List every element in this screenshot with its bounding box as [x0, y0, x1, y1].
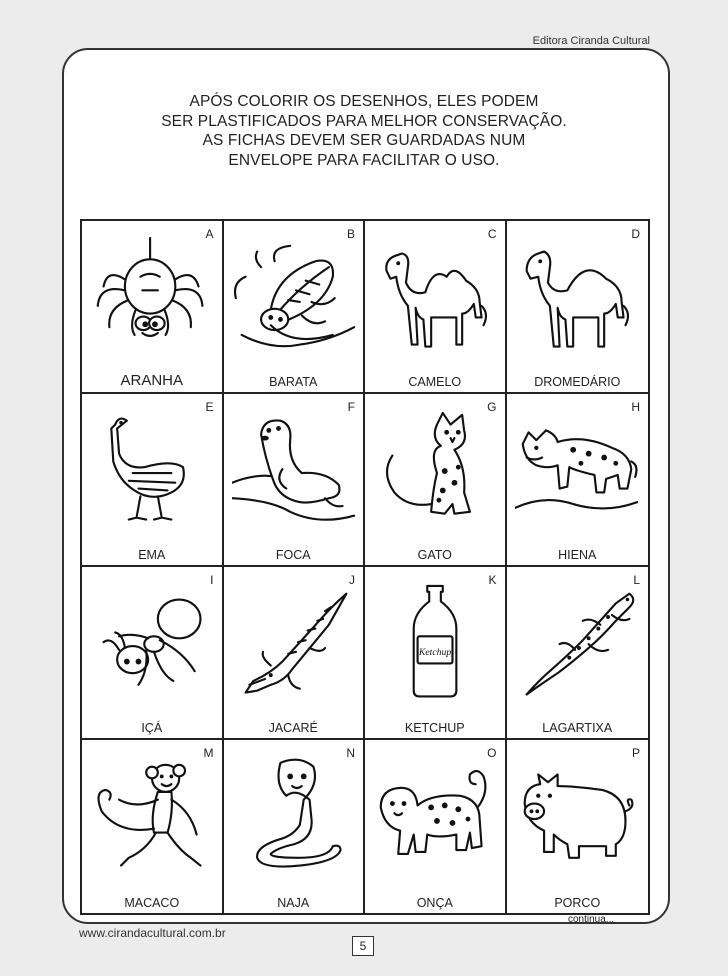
- card-letter: E: [205, 400, 214, 414]
- card-letter: N: [346, 746, 355, 760]
- card-ema: [82, 394, 224, 567]
- card-gato: [365, 394, 507, 567]
- card-word: CAMELO: [408, 375, 462, 389]
- publisher-name: Editora Ciranda Cultural: [490, 34, 650, 51]
- continue-note: continua...: [568, 914, 615, 925]
- card-aranha: [82, 221, 224, 394]
- card-onca: [365, 740, 507, 913]
- card-hiena: [507, 394, 649, 567]
- card-dromedario: [507, 221, 649, 394]
- card-word: HIENA: [558, 548, 597, 562]
- card-word: ARANHA: [120, 372, 183, 389]
- flashcard-grid: [80, 219, 650, 915]
- card-word: FOCA: [275, 548, 311, 562]
- hyena-icon: [515, 410, 641, 538]
- card-letter: F: [347, 400, 355, 414]
- ant-icon: [90, 583, 216, 711]
- card-letter: J: [349, 573, 355, 587]
- card-letter: P: [631, 746, 640, 760]
- card-letter: I: [210, 573, 214, 587]
- card-word: DROMEDÁRIO: [534, 375, 621, 389]
- spider-icon: [90, 237, 216, 365]
- card-word: NAJA: [277, 896, 310, 910]
- card-word: BARATA: [269, 375, 318, 389]
- card-naja: [224, 740, 366, 913]
- page-number: 5: [352, 936, 374, 956]
- card-word: IÇÁ: [141, 721, 163, 735]
- card-letter: K: [488, 573, 497, 587]
- card-letter: M: [203, 746, 214, 760]
- instruction-line: ENVELOPE PARA FACILITAR O USO.: [228, 151, 500, 169]
- card-word: GATO: [417, 548, 452, 562]
- card-camelo: [365, 221, 507, 394]
- card-lagartixa: [507, 567, 649, 740]
- card-word: MACACO: [124, 896, 180, 910]
- card-barata: [224, 221, 366, 394]
- card-ketchup: [365, 567, 507, 740]
- instruction-line: AS FICHAS DEVEM SER GUARDADAS NUM: [202, 132, 526, 149]
- seal-icon: [232, 410, 358, 538]
- card-foca: [224, 394, 366, 567]
- ketchup-bottle-icon: [373, 583, 499, 711]
- card-letter: A: [205, 227, 214, 241]
- card-word: EMA: [138, 548, 166, 562]
- instruction-line: APÓS COLORIR OS DESENHOS, ELES PODEM: [189, 93, 539, 110]
- card-macaco: [82, 740, 224, 913]
- card-letter: G: [487, 400, 497, 414]
- card-porco: [507, 740, 649, 913]
- cat-icon: [373, 410, 499, 538]
- jaguar-icon: [373, 756, 499, 884]
- card-letter: C: [487, 227, 497, 241]
- card-word: LAGARTIXA: [542, 721, 613, 735]
- pig-icon: [515, 756, 641, 884]
- card-letter: O: [487, 746, 497, 760]
- camel-icon: [373, 237, 499, 365]
- card-word: JACARÉ: [268, 721, 318, 735]
- website-link[interactable]: www.cirandacultural.com.br: [79, 926, 226, 940]
- gecko-icon: [515, 583, 641, 711]
- instructions-text: [120, 92, 608, 170]
- card-letter: L: [633, 573, 640, 587]
- card-letter: B: [346, 227, 355, 241]
- card-word: KETCHUP: [404, 721, 465, 735]
- dromedary-icon: [515, 237, 641, 365]
- cockroach-icon: [232, 237, 358, 365]
- card-word: PORCO: [554, 896, 601, 910]
- card-jacare: [224, 567, 366, 740]
- rhea-icon: [90, 410, 216, 538]
- alligator-icon: [232, 583, 358, 711]
- card-ica: [82, 567, 224, 740]
- card-letter: H: [631, 400, 640, 414]
- monkey-icon: [90, 756, 216, 884]
- instruction-line: SER PLASTIFICADOS PARA MELHOR CONSERVAÇÃO.: [161, 112, 567, 130]
- cobra-icon: [232, 756, 358, 884]
- bottle-label-text: Ketchup: [418, 646, 452, 658]
- card-letter: D: [631, 227, 640, 241]
- card-word: ONÇA: [416, 896, 453, 910]
